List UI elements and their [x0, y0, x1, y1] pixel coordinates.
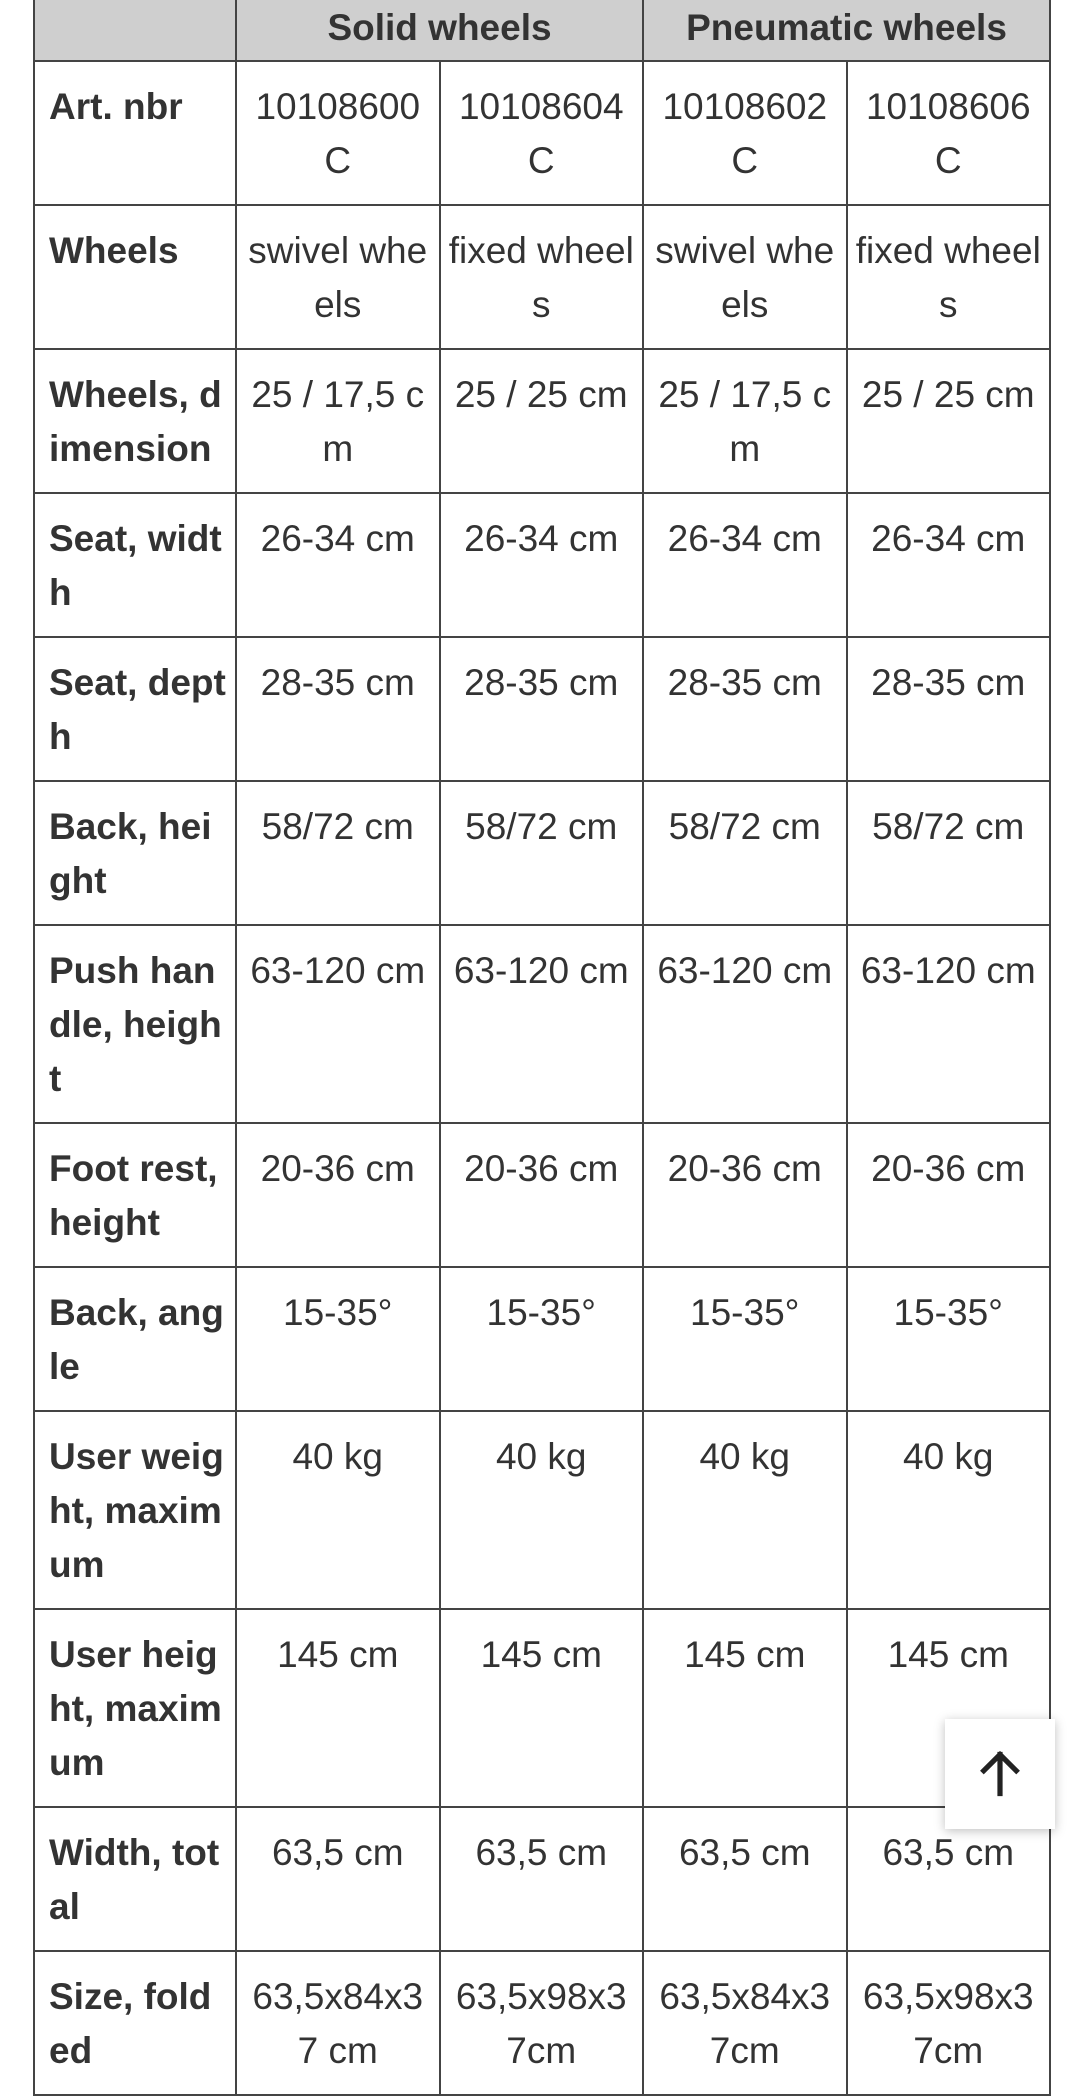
- row-label-back-angle: Back, angle: [34, 1267, 236, 1411]
- row-label-seat-depth: Seat, depth: [34, 637, 236, 781]
- table-cell: 25 / 25 cm: [847, 349, 1051, 493]
- table-cell: 145 cm: [847, 1609, 1051, 1807]
- table-cell: 63-120 cm: [440, 925, 644, 1123]
- table-cell: 10108604C: [440, 61, 644, 205]
- table-cell: 58/72 cm: [643, 781, 847, 925]
- specifications-table-container: [33, 0, 1049, 2096]
- table-row: [34, 205, 1050, 349]
- table-row: [34, 1267, 1050, 1411]
- arrow-up-icon: [974, 1748, 1026, 1800]
- table-row: [34, 1411, 1050, 1609]
- table-cell: 26-34 cm: [440, 493, 644, 637]
- table-cell: 20-36 cm: [847, 1123, 1051, 1267]
- table-corner-cell: [34, 0, 236, 61]
- row-label-size-folded: Size, folded: [34, 1951, 236, 2095]
- table-row: [34, 1951, 1050, 2095]
- table-cell: 40 kg: [440, 1411, 644, 1609]
- row-label-width-total: Width, total: [34, 1807, 236, 1951]
- row-label-wheels: Wheels: [34, 205, 236, 349]
- table-cell: 63,5x98x37cm: [847, 1951, 1051, 2095]
- table-cell: 15-35°: [236, 1267, 440, 1411]
- table-cell: 20-36 cm: [236, 1123, 440, 1267]
- row-label-art-nbr: Art. nbr: [34, 61, 236, 205]
- table-cell: 40 kg: [643, 1411, 847, 1609]
- table-cell: 58/72 cm: [440, 781, 644, 925]
- table-cell: 25 / 17,5 cm: [236, 349, 440, 493]
- table-cell: 26-34 cm: [847, 493, 1051, 637]
- table-cell: 145 cm: [236, 1609, 440, 1807]
- table-cell: 63,5 cm: [440, 1807, 644, 1951]
- row-label-user-height-maximum: User height, maximum: [34, 1609, 236, 1807]
- table-cell: 20-36 cm: [440, 1123, 644, 1267]
- table-cell: swivel wheels: [643, 205, 847, 349]
- table-cell: 63,5 cm: [643, 1807, 847, 1951]
- table-cell: 10108602C: [643, 61, 847, 205]
- row-label-back-height: Back, height: [34, 781, 236, 925]
- table-row: [34, 61, 1050, 205]
- table-cell: 15-35°: [847, 1267, 1051, 1411]
- table-cell: 63-120 cm: [847, 925, 1051, 1123]
- row-label-wheels-dimension: Wheels, dimension: [34, 349, 236, 493]
- table-cell: 10108606C: [847, 61, 1051, 205]
- table-cell: 28-35 cm: [643, 637, 847, 781]
- table-row: [34, 493, 1050, 637]
- table-cell: 63-120 cm: [236, 925, 440, 1123]
- table-cell: 28-35 cm: [236, 637, 440, 781]
- table-cell: 63,5x84x37cm: [643, 1951, 847, 2095]
- table-cell: fixed wheels: [847, 205, 1051, 349]
- table-cell: 58/72 cm: [847, 781, 1051, 925]
- table-row: [34, 781, 1050, 925]
- table-row: [34, 925, 1050, 1123]
- row-label-user-weight-maximum: User weight, maximum: [34, 1411, 236, 1609]
- table-row: [34, 637, 1050, 781]
- group-header-solid: Solid wheels: [236, 0, 643, 61]
- table-cell: 40 kg: [847, 1411, 1051, 1609]
- table-cell: 25 / 17,5 cm: [643, 349, 847, 493]
- row-label-seat-width: Seat, width: [34, 493, 236, 637]
- table-cell: swivel wheels: [236, 205, 440, 349]
- table-cell: 28-35 cm: [440, 637, 644, 781]
- table-row: [34, 1609, 1050, 1807]
- row-label-foot-rest-height: Foot rest, height: [34, 1123, 236, 1267]
- specifications-table: [33, 0, 1051, 2096]
- table-cell: 145 cm: [440, 1609, 644, 1807]
- table-cell: 26-34 cm: [236, 493, 440, 637]
- table-cell: 63,5 cm: [236, 1807, 440, 1951]
- table-cell: 63,5 cm: [847, 1807, 1051, 1951]
- table-row: [34, 1123, 1050, 1267]
- table-cell: 20-36 cm: [643, 1123, 847, 1267]
- table-cell: 58/72 cm: [236, 781, 440, 925]
- table-row: [34, 349, 1050, 493]
- table-cell: 63,5x84x37 cm: [236, 1951, 440, 2095]
- table-cell: 26-34 cm: [643, 493, 847, 637]
- table-cell: 15-35°: [643, 1267, 847, 1411]
- table-header-row: [34, 0, 1050, 61]
- row-label-push-handle-height: Push handle, height: [34, 925, 236, 1123]
- table-cell: 63-120 cm: [643, 925, 847, 1123]
- table-cell: fixed wheels: [440, 205, 644, 349]
- table-cell: 28-35 cm: [847, 637, 1051, 781]
- table-cell: 63,5x98x37cm: [440, 1951, 644, 2095]
- table-cell: 15-35°: [440, 1267, 644, 1411]
- table-cell: 10108600C: [236, 61, 440, 205]
- table-cell: 145 cm: [643, 1609, 847, 1807]
- table-row: [34, 1807, 1050, 1951]
- table-cell: 25 / 25 cm: [440, 349, 644, 493]
- table-cell: 40 kg: [236, 1411, 440, 1609]
- scroll-to-top-button[interactable]: [945, 1719, 1055, 1829]
- group-header-pneumatic: Pneumatic wheels: [643, 0, 1050, 61]
